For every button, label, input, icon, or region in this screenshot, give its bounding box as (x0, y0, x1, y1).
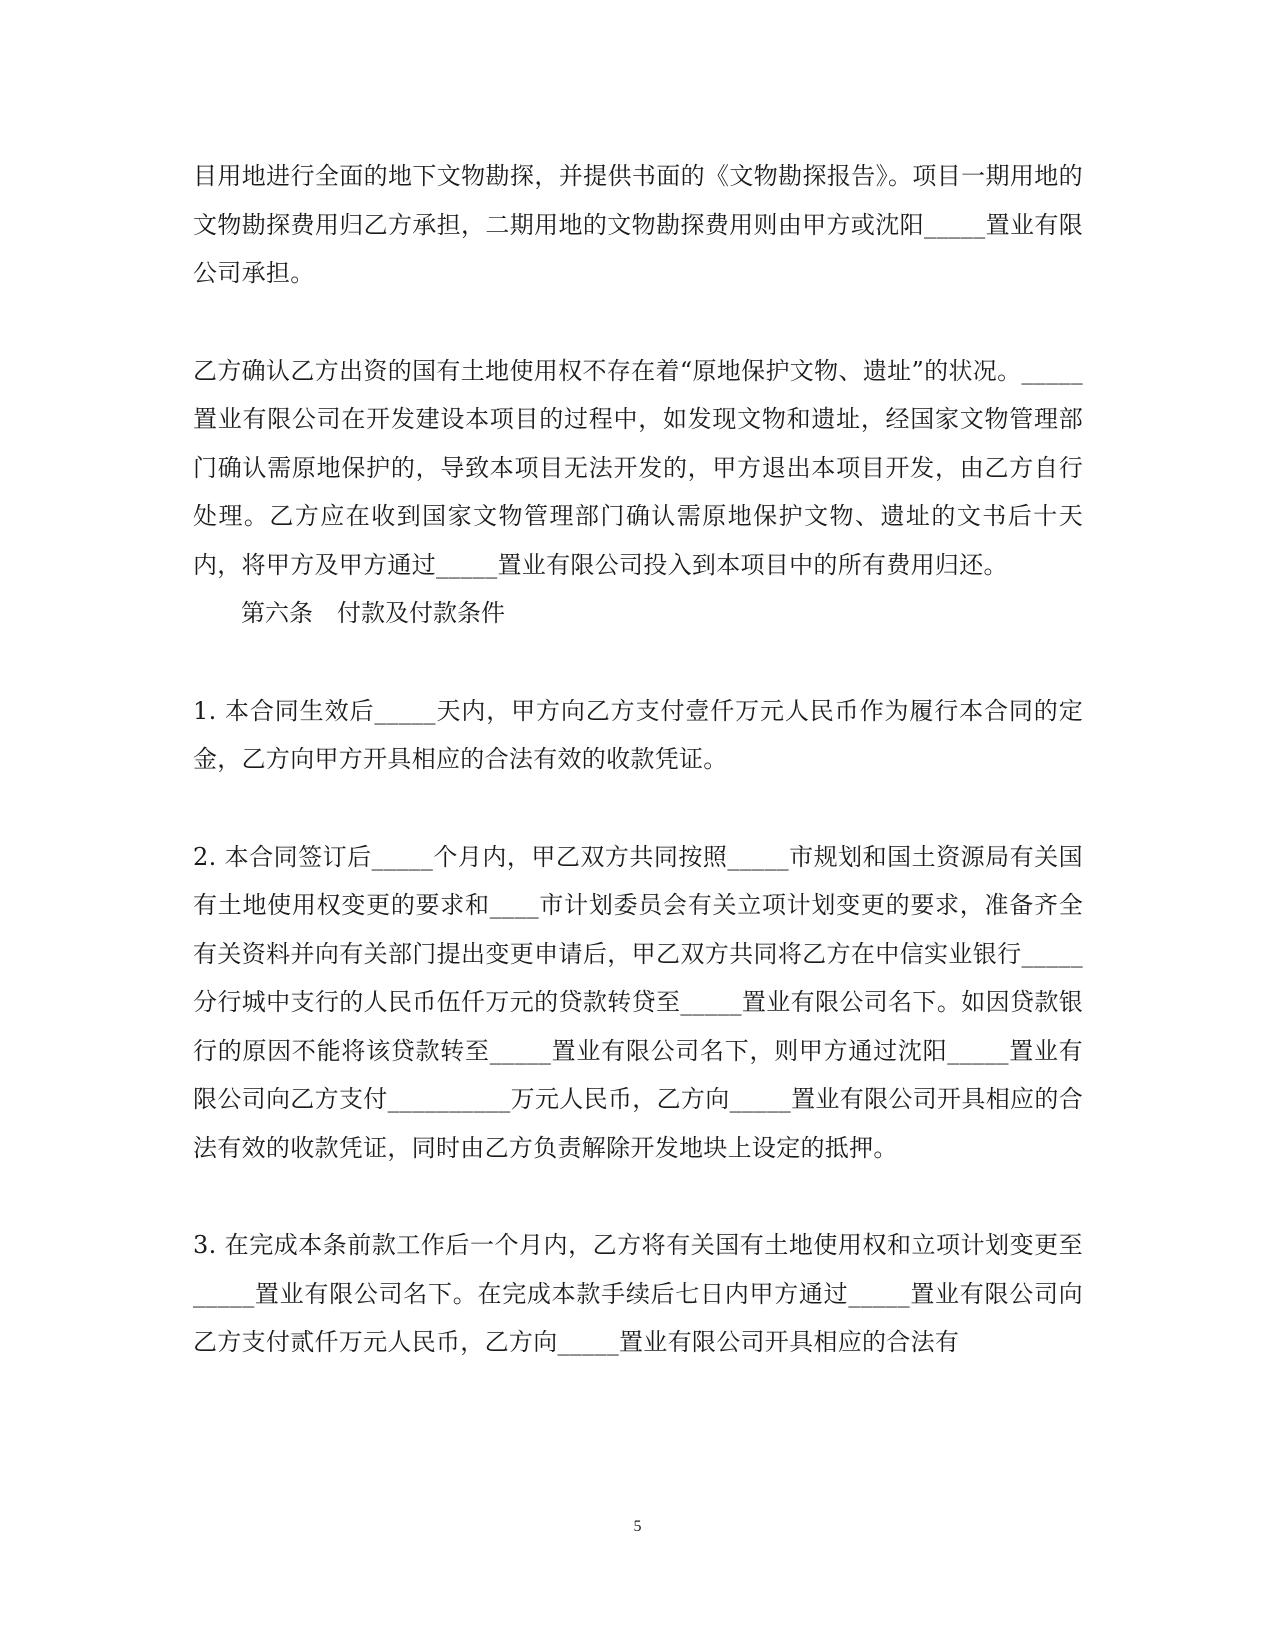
clause-3: 3. 在完成本条前款工作后一个月内，乙方将有关国有土地使用权和立项计划变更至_____置业有限公司名下。在完成本款手续后七日内甲方通过_____置业有限公司向乙方支付贰仟万元人民币，乙方向_____置业有限公司开具相应的合法有 (193, 1231, 1083, 1356)
paragraph-spacer (193, 1172, 1083, 1221)
paragraph-spacer (193, 784, 1083, 833)
article-heading: 第六条 付款及付款条件 (241, 599, 505, 627)
page-number: 5 (633, 1518, 642, 1535)
clause-2: 2. 本合同签订后_____个月内，甲乙双方共同按照_____市规划和国土资源局有关国有土地使用权变更的要求和____市计划委员会有关立项计划变更的要求，准备齐全有关资料并向有关部门提出变更申请后，甲乙双方共同将乙方在中信实业银行_____分行城中支行的人民币伍仟万元的贷款转贷至_____置业有限公司名下。如因贷款银行的原因不能将该贷款转至_____置业有限公司名下，则甲方通过沈阳_____置业有限公司向乙方支付__________万元人民币，乙方向_____置业有限公司开具相应的合法有效的收款凭证，同时由乙方负责解除开发地块上设定的抵押。 (193, 842, 1083, 1162)
paragraph-spacer (193, 638, 1083, 687)
clause-1: 1. 本合同生效后_____天内，甲方向乙方支付壹仟万元人民币作为履行本合同的定金，乙方向甲方开具相应的合法有效的收款凭证。 (193, 696, 1083, 773)
paragraph-heritage-protection: 乙方确认乙方出资的国有土地使用权不存在着“原地保护文物、遗址”的状况。_____置业有限公司在开发建设本项目的过程中，如发现文物和遗址，经国家文物管理部门确认需原地保护的，导致本项目无法开发的，甲方退出本项目开发，由乙方自行处理。乙方应在收到国家文物管理部门确认需原地保护文物、遗址的文书后十天内，将甲方及甲方通过_____置业有限公司投入到本项目中的所有费用归还。 (193, 356, 1083, 579)
paragraph-spacer (193, 298, 1083, 347)
paragraph-archaeology-survey: 目用地进行全面的地下文物勘探，并提供书面的《文物勘探报告》。项目一期用地的文物勘探费用归乙方承担，二期用地的文物勘探费用则由甲方或沈阳_____置业有限公司承担。 (193, 162, 1083, 287)
document-body (193, 152, 1083, 1367)
